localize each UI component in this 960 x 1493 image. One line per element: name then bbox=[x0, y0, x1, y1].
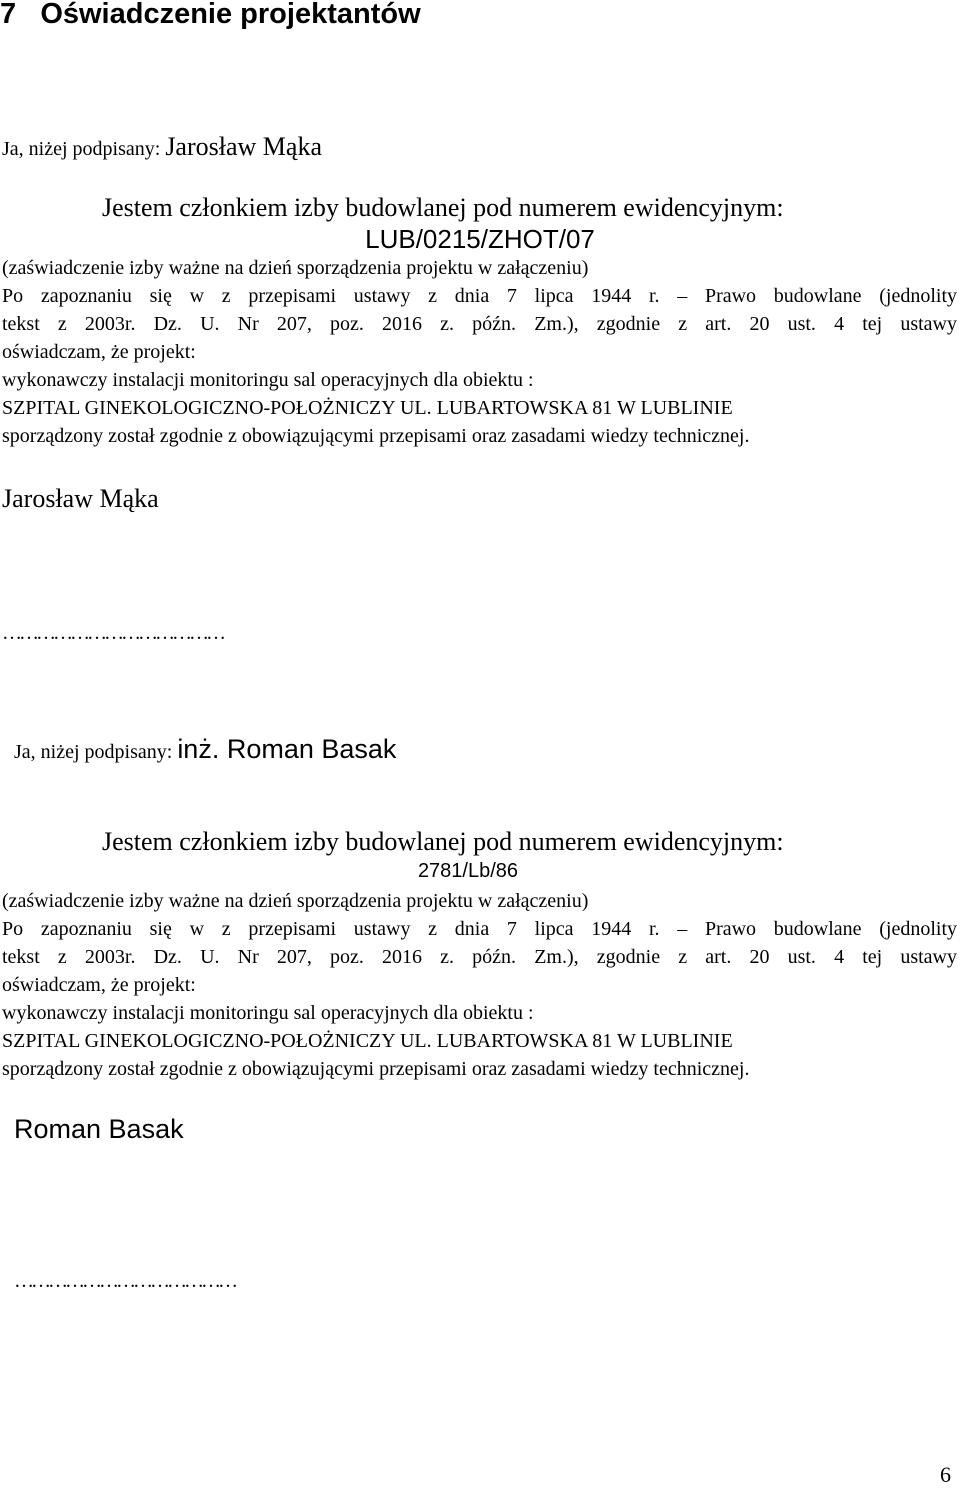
declaration-1-project: wykonawczy instalacji monitoringu sal operacyjnych dla obiektu : bbox=[2, 369, 534, 391]
section-heading bbox=[0, 0, 421, 31]
declaration-2-intro: Ja, niżej podpisany: bbox=[14, 741, 178, 763]
page-number: 6 bbox=[940, 1462, 951, 1487]
declaration-1-declare: oświadczam, że projekt: bbox=[2, 341, 196, 363]
declaration-1-certificate-note: (zaświadczenie izby ważne na dzień sporządzenia projektu w załączeniu) bbox=[2, 257, 589, 279]
declaration-1-signature-line: ………………………………… bbox=[2, 622, 223, 644]
declaration-2-intro-line bbox=[14, 734, 396, 765]
declaration-1-law-line-1: Po zapoznaniu się w z przepisami ustawy z dnia 7 lipca 1944 r. – Prawo budowlane (jednolity bbox=[2, 285, 957, 307]
declaration-2-signature-line: ………………………………… bbox=[14, 1270, 235, 1292]
declaration-2-certificate-note: (zaświadczenie izby ważne na dzień sporządzenia projektu w załączeniu) bbox=[2, 890, 589, 912]
declaration-2-signature-name: Roman Basak bbox=[14, 1114, 184, 1144]
declaration-1-membership: Jestem członkiem izby budowlanej pod numerem ewidencyjnym: bbox=[102, 193, 784, 222]
declaration-1-law-line-2: tekst z 2003r. Dz. U. Nr 207, poz. 2016 z. późn. Zm.), zgodnie z art. 20 ust. 4 tej ustawy bbox=[2, 313, 957, 335]
declaration-2-object: SZPITAL GINEKOLOGICZNO-POŁOŻNICZY UL. LUBARTOWSKA 81 W LUBLINIE bbox=[2, 1030, 733, 1052]
declaration-2-name: inż. Roman Basak bbox=[177, 734, 397, 764]
declaration-2-register-number: 2781/Lb/86 bbox=[417, 860, 519, 882]
declaration-2-law-line-2: tekst z 2003r. Dz. U. Nr 207, poz. 2016 z. późn. Zm.), zgodnie z art. 20 ust. 4 tej ustawy bbox=[2, 946, 957, 968]
declaration-1-compliance: sporządzony został zgodnie z obowiązującymi przepisami oraz zasadami wiedzy technicznej. bbox=[2, 425, 750, 447]
declaration-1-object: SZPITAL GINEKOLOGICZNO-POŁOŻNICZY UL. LUBARTOWSKA 81 W LUBLINIE bbox=[2, 397, 733, 419]
declaration-1-register-number: LUB/0215/ZHOT/07 bbox=[365, 224, 595, 254]
section-title: Oświadczenie projektantów bbox=[40, 0, 421, 30]
declaration-2-project: wykonawczy instalacji monitoringu sal operacyjnych dla obiektu : bbox=[2, 1002, 534, 1024]
declaration-1-name: Jarosław Mąka bbox=[165, 132, 322, 161]
declaration-2-compliance: sporządzony został zgodnie z obowiązującymi przepisami oraz zasadami wiedzy technicznej. bbox=[2, 1058, 750, 1080]
declaration-2-law-line-1: Po zapoznaniu się w z przepisami ustawy z dnia 7 lipca 1944 r. – Prawo budowlane (jednolity bbox=[2, 918, 957, 940]
declaration-1-signature-name: Jarosław Mąka bbox=[2, 484, 159, 513]
declaration-1-intro: Ja, niżej podpisany: bbox=[2, 138, 166, 160]
declaration-2-declare: oświadczam, że projekt: bbox=[2, 974, 196, 996]
declaration-1-intro-line bbox=[2, 132, 322, 162]
declaration-2-membership: Jestem członkiem izby budowlanej pod numerem ewidencyjnym: bbox=[102, 827, 784, 856]
section-number: 7 bbox=[0, 0, 17, 30]
